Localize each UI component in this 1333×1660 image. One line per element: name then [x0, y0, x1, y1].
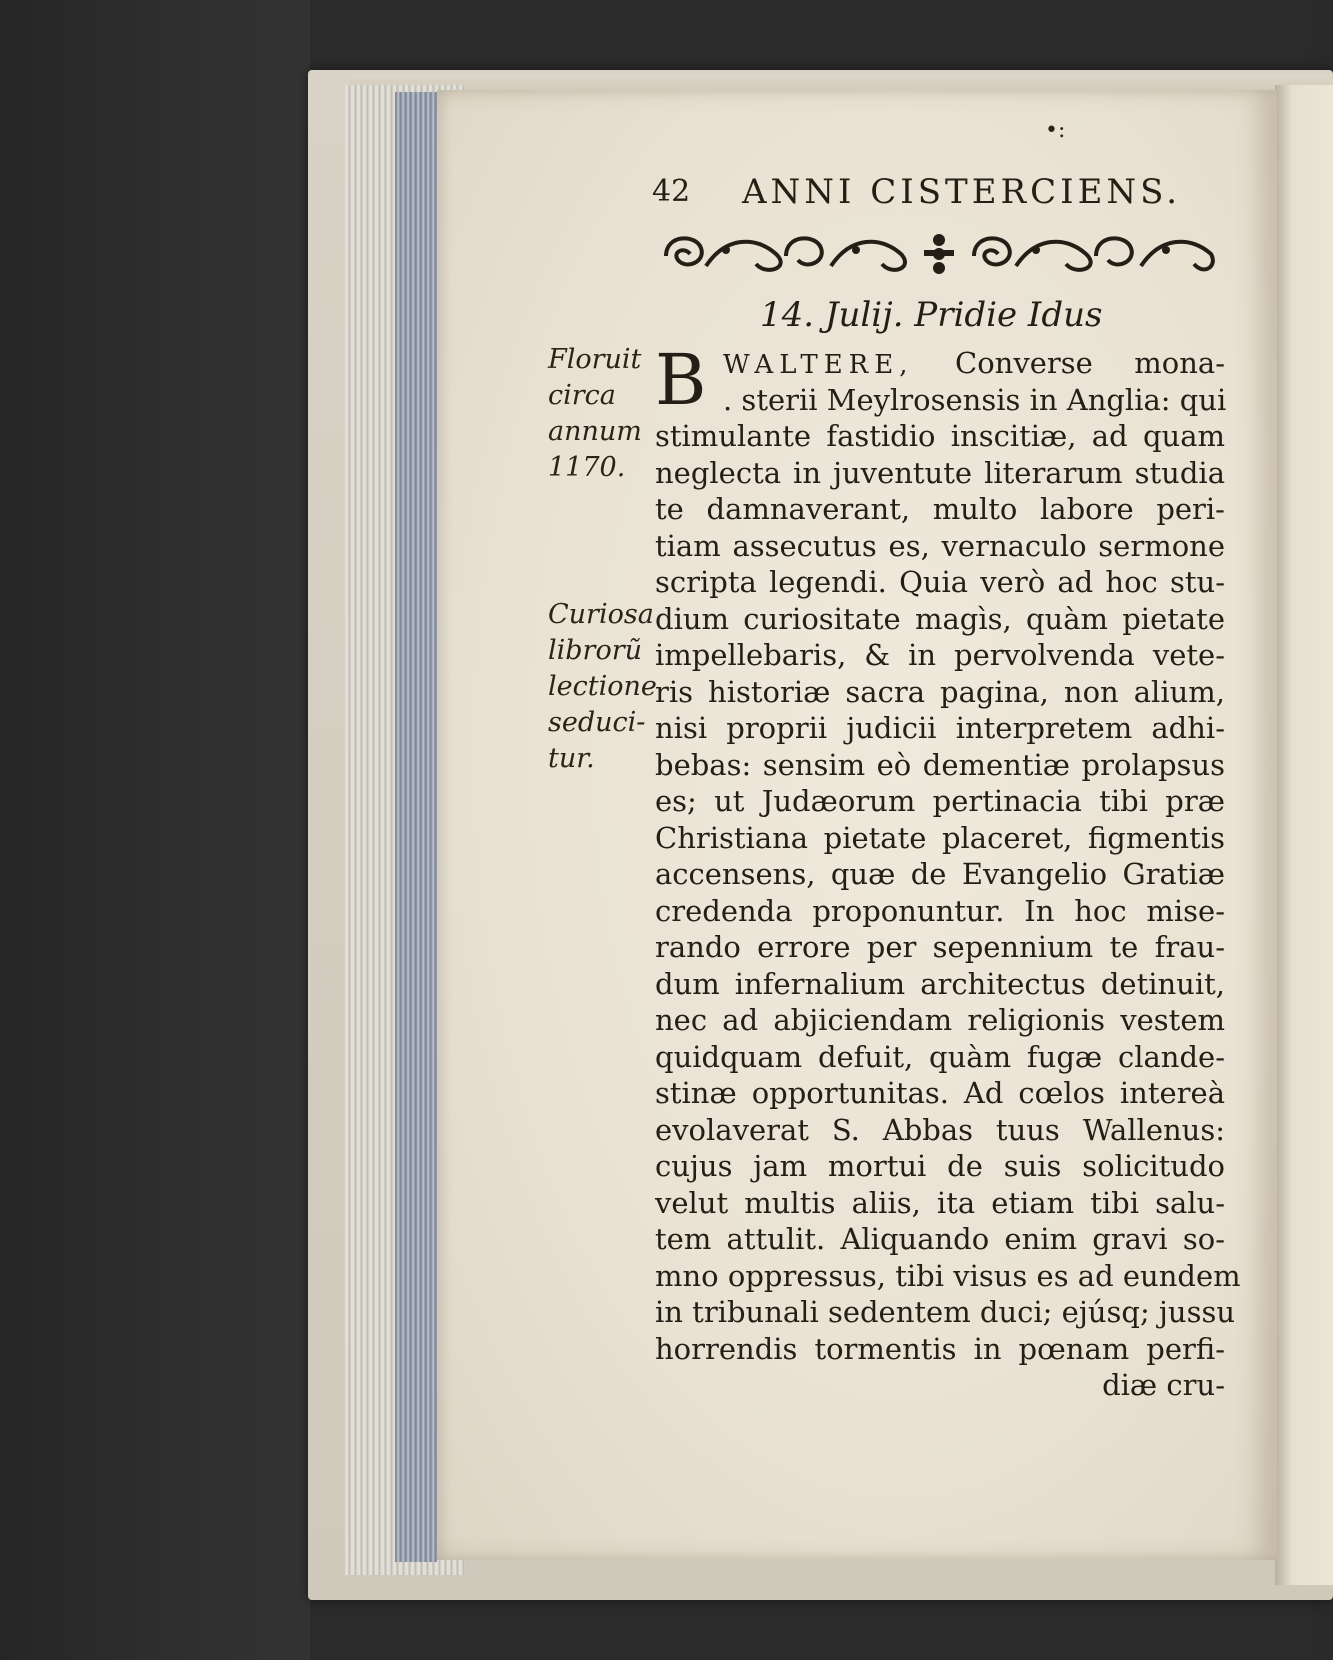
body-line: evolaverat S. Abbas tuus Wallenus: — [655, 1112, 1225, 1147]
body-line: neglecta in juventute literarum studia — [655, 455, 1225, 490]
body-line: credenda proponuntur. In hoc mise- — [655, 893, 1225, 928]
running-head: ANNI CISTERCIENS. — [742, 172, 1182, 212]
body-line: stinæ opportunitas. Ad cœlos intereà — [655, 1076, 1225, 1110]
margin-note-floruit — [548, 342, 658, 486]
body-line: te damnaverant, multo labore peri- — [655, 492, 1225, 526]
margin-note-line: annum — [548, 416, 642, 447]
facing-page-edge — [1275, 85, 1333, 1585]
body-line-first — [655, 345, 1225, 382]
body-line: stimulante fastidio inscitiæ, ad quam — [655, 419, 1225, 453]
catchword: diæ cru- — [1102, 1368, 1225, 1402]
margin-note-line: 1170. — [548, 452, 626, 483]
margin-note-line: librorũ — [548, 635, 643, 666]
body-line: horrendis tormentis in pœnam perfi- — [655, 1331, 1225, 1366]
page-stack-blue-edges — [395, 92, 437, 1562]
margin-note-line: Floruit — [548, 344, 642, 375]
background-left — [0, 0, 310, 1660]
body-line: in tribunali sedentem duci; ejúsq; jussu — [655, 1295, 1236, 1329]
body-line: quidquam defuit, quàm fugæ clande- — [655, 1039, 1225, 1074]
top-printer-mark: •: — [1045, 118, 1066, 143]
body-text — [655, 339, 1241, 1404]
body-line: velut multis aliis, ita etiam tibi salu- — [655, 1185, 1225, 1220]
body-line: nec ad abjiciendam religionis vestem — [655, 1003, 1225, 1037]
body-line: impellebaris, & in pervolvenda vete- — [655, 638, 1225, 672]
margin-note-line: lectione — [548, 671, 657, 702]
body-line: dum infernalium architectus detinuit, — [655, 966, 1225, 1001]
body-line: rando errore per sepennium te frau- — [655, 930, 1225, 964]
margin-note-line: Curiosa — [548, 599, 654, 630]
page-header — [652, 172, 1232, 222]
first-line-rest: Converse mona- — [955, 346, 1225, 380]
margin-note-curiosa — [548, 597, 658, 777]
body-line: nisi proprii judicii interpretem adhi- — [655, 711, 1225, 745]
body-line: dium curiositate magìs, quàm pietate — [655, 601, 1225, 636]
body-line: . sterii Meylrosensis in Anglia: qui — [723, 382, 1227, 417]
body-line: tiam assecutus es, vernaculo sermone — [655, 528, 1225, 563]
date-heading: 14. Julij. Pridie Idus — [760, 295, 1103, 335]
body-line: Christiana pietate placeret, figmentis — [655, 820, 1225, 855]
body-line: scripta legendi. Quia verò ad hoc stu- — [655, 565, 1225, 599]
body-line: es; ut Judæorum pertinacia tibi præ — [655, 784, 1225, 818]
page-number: 42 — [652, 174, 691, 209]
body-line: mno oppressus, tibi visus es ad eundem — [655, 1258, 1241, 1293]
body-line: tem attulit. Aliquando enim gravi so- — [655, 1222, 1225, 1256]
body-line: ris historiæ sacra pagina, non alium, — [655, 674, 1225, 709]
smallcaps-name: WALTERE, — [723, 350, 914, 380]
decorative-ornament-band — [656, 226, 1222, 282]
body-line: accensens, quæ de Evangelio Gratiæ — [655, 857, 1225, 891]
drop-cap: B — [655, 339, 707, 421]
body-line: bebas: sensim eò dementiæ prolapsus — [655, 747, 1225, 782]
margin-note-line: tur. — [548, 743, 595, 774]
body-line: cujus jam mortui de suis solicitudo — [655, 1149, 1225, 1183]
margin-note-line: seduci- — [548, 707, 646, 738]
margin-note-line: circa — [548, 380, 616, 411]
